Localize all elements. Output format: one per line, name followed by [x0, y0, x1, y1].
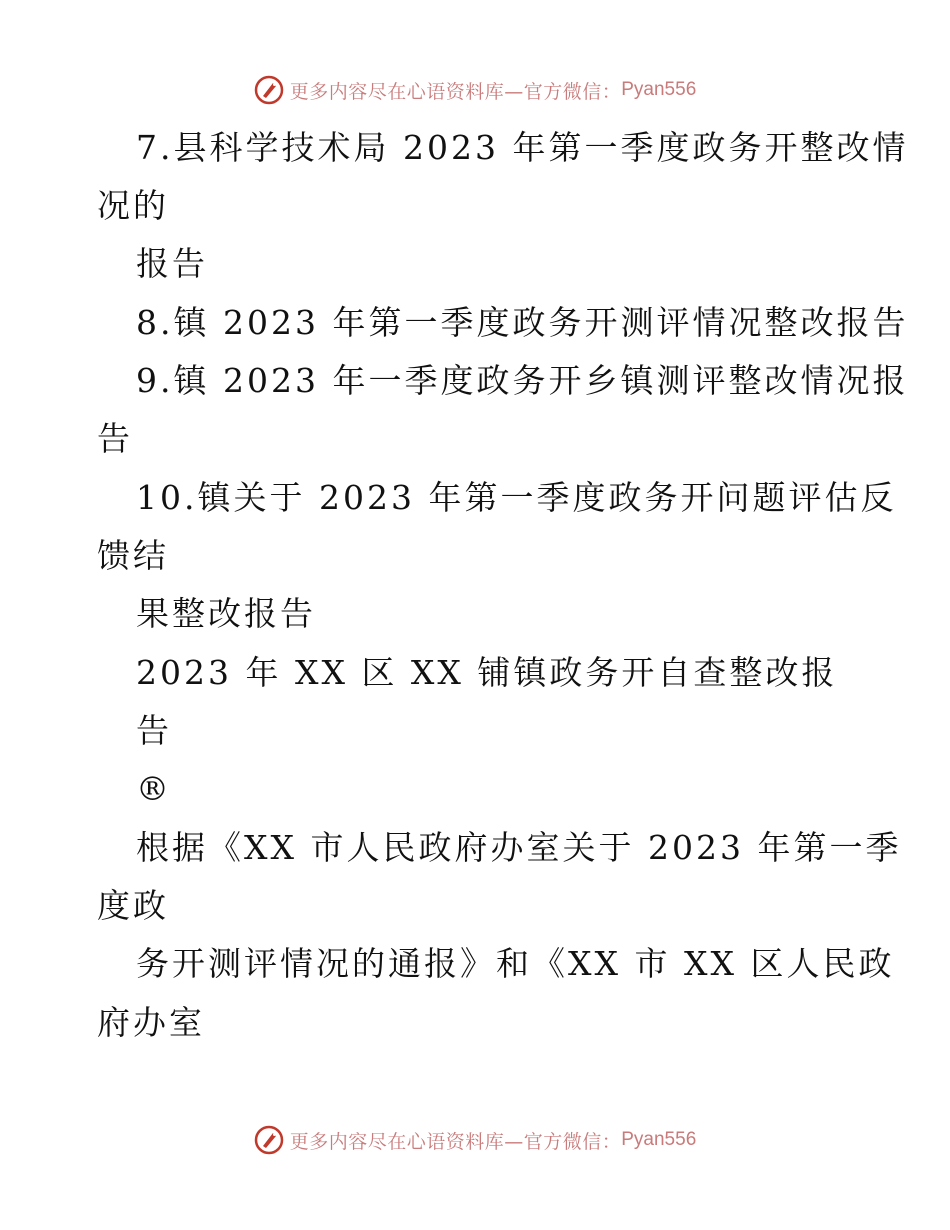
text-line: 报告 — [136, 244, 208, 283]
footer-watermark — [0, 1120, 950, 1160]
watermark-text: 更多内容尽在心语资料库—官方微信： — [289, 80, 622, 103]
text-line: 10.镇关于 2023 年第一季度政务开问题评估反 — [136, 478, 897, 517]
text-line: 况的 — [97, 186, 169, 225]
text-line: 馈结 — [97, 536, 169, 575]
watermark-wechat-id: Pyan556 — [621, 1129, 697, 1150]
text-line: 果整改报告 — [136, 594, 316, 633]
registered-mark: ® — [136, 769, 172, 808]
header-watermark — [0, 70, 950, 110]
text-line: 9.镇 2023 年一季度政务开乡镇测评整改情况报 — [136, 361, 909, 400]
pen-logo-icon — [254, 75, 284, 105]
watermark-text: 更多内容尽在心语资料库—官方微信： — [289, 1130, 622, 1153]
text-line: 告 — [136, 711, 172, 750]
text-line: 告 — [97, 419, 133, 458]
text-line: 务开测评情况的通报》和《XX 市 XX 区人民政 — [136, 944, 895, 983]
text-line: 7.县科学技术局 2023 年第一季度政务开整改情 — [136, 128, 909, 167]
text-line: 根据《XX 市人民政府办室关于 2023 年第一季 — [136, 828, 902, 867]
text-line: 2023 年 XX 区 XX 铺镇政务开自查整改报 — [136, 653, 838, 692]
text-line: 府办室 — [97, 1003, 205, 1042]
text-line: 度政 — [97, 886, 169, 925]
text-line: 8.镇 2023 年第一季度政务开测评情况整改报告 — [136, 303, 909, 342]
pen-logo-icon — [254, 1125, 284, 1155]
watermark-wechat-id: Pyan556 — [621, 79, 697, 100]
